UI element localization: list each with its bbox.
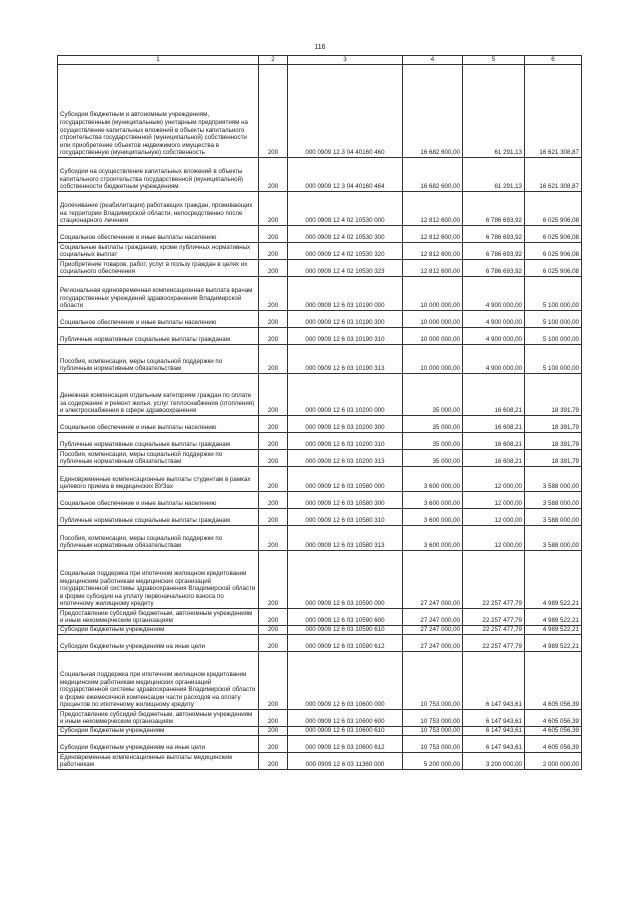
row-approved-amount: 3 600 000,00 bbox=[403, 509, 463, 526]
table-row bbox=[58, 652, 582, 710]
row-classification-code: 000 0909 12 4 02 10530 323 bbox=[288, 260, 403, 277]
table-row bbox=[58, 492, 582, 509]
table-header-row bbox=[58, 56, 582, 65]
row-executed-amount: 12 000,00 bbox=[463, 492, 525, 509]
row-unexecuted-amount: 4 989 522,21 bbox=[525, 635, 582, 652]
row-admin-code: 200 bbox=[259, 626, 288, 635]
row-classification-code: 000 0909 12 6 03 10200 310 bbox=[288, 433, 403, 450]
table-row bbox=[58, 526, 582, 551]
row-description: Публичные нормативные социальные выплаты гражданам bbox=[58, 433, 259, 450]
row-unexecuted-amount: 16 621 308,87 bbox=[525, 158, 582, 192]
row-approved-amount: 27 247 000,00 bbox=[403, 635, 463, 652]
row-unexecuted-amount: 3 588 000,00 bbox=[525, 526, 582, 551]
row-unexecuted-amount: 18 391,79 bbox=[525, 433, 582, 450]
column-header: 2 bbox=[259, 56, 288, 65]
row-admin-code: 200 bbox=[259, 467, 288, 492]
row-approved-amount: 35 000,00 bbox=[403, 433, 463, 450]
row-unexecuted-amount: 18 391,79 bbox=[525, 416, 582, 433]
row-executed-amount: 16 608,21 bbox=[463, 450, 525, 467]
page-number: 116 bbox=[314, 44, 326, 51]
row-description: Денежная компенсация отдельным категориям граждан по оплате за содержание и ремонт жилья, услуг теплоснабжения (отопления) и электроснабжения в сфере здравоохранения bbox=[58, 374, 259, 416]
row-approved-amount: 10 000 000,00 bbox=[403, 328, 463, 345]
row-executed-amount: 61 291,13 bbox=[463, 158, 525, 192]
row-unexecuted-amount: 6 025 906,08 bbox=[525, 226, 582, 243]
row-admin-code: 200 bbox=[259, 609, 288, 626]
table-row bbox=[58, 635, 582, 652]
row-approved-amount: 10 000 000,00 bbox=[403, 277, 463, 311]
row-description: Предоставление субсидий бюджетным, автономным учреждениям и иным некоммерческим организациям bbox=[58, 609, 259, 626]
row-classification-code: 000 0909 12 6 03 10190 300 bbox=[288, 311, 403, 328]
row-executed-amount: 6 147 943,61 bbox=[463, 727, 525, 736]
table-row bbox=[58, 710, 582, 727]
row-classification-code: 000 0909 12 6 03 10590 000 bbox=[288, 551, 403, 609]
row-approved-amount: 27 247 000,00 bbox=[403, 626, 463, 635]
row-unexecuted-amount: 5 100 000,00 bbox=[525, 345, 582, 374]
row-description: Субсидии на осуществление капитальных вложений в объекты капитального строительства государственной (муниципальной) собственности бюджетным учреждениям bbox=[58, 158, 259, 192]
row-description: Социальное обеспечение и иные выплаты населению bbox=[58, 226, 259, 243]
table-row bbox=[58, 345, 582, 374]
table-row bbox=[58, 260, 582, 277]
row-classification-code: 000 0909 12 6 03 10190 313 bbox=[288, 345, 403, 374]
row-executed-amount: 6 147 943,61 bbox=[463, 736, 525, 753]
row-unexecuted-amount: 5 100 000,00 bbox=[525, 328, 582, 345]
row-classification-code: 000 0909 12 4 02 10530 300 bbox=[288, 226, 403, 243]
row-classification-code: 000 0909 12 6 03 10590 612 bbox=[288, 635, 403, 652]
row-unexecuted-amount: 6 025 906,08 bbox=[525, 260, 582, 277]
row-unexecuted-amount: 3 588 000,00 bbox=[525, 492, 582, 509]
row-executed-amount: 12 000,00 bbox=[463, 526, 525, 551]
row-unexecuted-amount: 4 989 522,21 bbox=[525, 609, 582, 626]
row-executed-amount: 22 257 477,79 bbox=[463, 635, 525, 652]
column-header: 6 bbox=[525, 56, 582, 65]
row-executed-amount: 3 200 000,00 bbox=[463, 753, 525, 770]
row-executed-amount: 4 900 000,00 bbox=[463, 328, 525, 345]
table-row bbox=[58, 626, 582, 635]
row-unexecuted-amount: 4 605 056,39 bbox=[525, 710, 582, 727]
row-approved-amount: 35 000,00 bbox=[403, 374, 463, 416]
row-description: Социальная поддержка при ипотечном жилищном кредитовании медицинским работникам медицинских организаций государственной системы здравоохранения Владимирской области в форме субсидии на уплату первоначального взноса по ипотечному жилищному кредиту bbox=[58, 551, 259, 609]
row-unexecuted-amount: 6 025 906,08 bbox=[525, 243, 582, 260]
table-row bbox=[58, 450, 582, 467]
row-admin-code: 200 bbox=[259, 551, 288, 609]
row-executed-amount: 6 147 943,61 bbox=[463, 710, 525, 727]
table-row bbox=[58, 609, 582, 626]
row-admin-code: 200 bbox=[259, 328, 288, 345]
row-unexecuted-amount: 6 025 906,08 bbox=[525, 192, 582, 226]
row-classification-code: 000 0909 12 6 03 10580 310 bbox=[288, 509, 403, 526]
row-approved-amount: 27 247 000,00 bbox=[403, 551, 463, 609]
row-classification-code: 000 0909 12 6 03 10580 300 bbox=[288, 492, 403, 509]
row-classification-code: 000 0909 12 6 03 10590 600 bbox=[288, 609, 403, 626]
row-approved-amount: 3 600 000,00 bbox=[403, 526, 463, 551]
row-classification-code: 000 0909 12 6 03 10600 000 bbox=[288, 652, 403, 710]
row-classification-code: 000 0909 12 3 04 40160 460 bbox=[288, 65, 403, 158]
row-description: Субсидии бюджетным и автономным учреждениям, государственным (муниципальным) унитарным предприятиям на осуществление капитальных вложений в объекты капитального строительства государственной (муниципальной) собственности или приобретение объектов недвижимого имущества в государственную (муниципальную) собственность bbox=[58, 65, 259, 158]
row-executed-amount: 22 257 477,79 bbox=[463, 609, 525, 626]
row-description: Социальное обеспечение и иные выплаты населению bbox=[58, 311, 259, 328]
table-body bbox=[58, 65, 582, 770]
row-description: Предоставление субсидий бюджетным, автономным учреждениям и иным некоммерческим организациям bbox=[58, 710, 259, 727]
row-description: Публичные нормативные социальные выплаты гражданам bbox=[58, 328, 259, 345]
row-description: Долечивание (реабилитация) работающих граждан, проживающих на территории Владимирской области, непосредственно после стационарного лечения bbox=[58, 192, 259, 226]
table-row bbox=[58, 328, 582, 345]
table-row bbox=[58, 226, 582, 243]
table-row bbox=[58, 433, 582, 450]
row-executed-amount: 16 608,21 bbox=[463, 433, 525, 450]
row-admin-code: 200 bbox=[259, 226, 288, 243]
column-header: 4 bbox=[403, 56, 463, 65]
table-row bbox=[58, 467, 582, 492]
row-admin-code: 200 bbox=[259, 416, 288, 433]
row-description: Пособия, компенсации, меры социальной поддержки по публичным нормативным обязательствам bbox=[58, 450, 259, 467]
row-unexecuted-amount: 18 391,79 bbox=[525, 374, 582, 416]
row-unexecuted-amount: 3 588 000,00 bbox=[525, 467, 582, 492]
row-classification-code: 000 0909 12 6 03 10200 300 bbox=[288, 416, 403, 433]
row-classification-code: 000 0909 12 6 03 10600 612 bbox=[288, 736, 403, 753]
table-row bbox=[58, 753, 582, 770]
row-approved-amount: 12 812 600,00 bbox=[403, 192, 463, 226]
row-unexecuted-amount: 2 000 000,00 bbox=[525, 753, 582, 770]
row-executed-amount: 16 608,21 bbox=[463, 374, 525, 416]
row-approved-amount: 35 000,00 bbox=[403, 416, 463, 433]
row-classification-code: 000 0909 12 4 02 10530 000 bbox=[288, 192, 403, 226]
row-approved-amount: 16 682 600,00 bbox=[403, 158, 463, 192]
row-admin-code: 200 bbox=[259, 260, 288, 277]
table-row bbox=[58, 727, 582, 736]
row-description: Социальные выплаты гражданам, кроме публичных нормативных социальных выплат bbox=[58, 243, 259, 260]
row-unexecuted-amount: 4 605 056,39 bbox=[525, 727, 582, 736]
row-classification-code: 000 0909 12 3 04 40160 464 bbox=[288, 158, 403, 192]
column-header: 1 bbox=[58, 56, 259, 65]
row-description: Субсидии бюджетным учреждениям на иные цели bbox=[58, 736, 259, 753]
row-approved-amount: 35 000,00 bbox=[403, 450, 463, 467]
row-executed-amount: 6 147 943,61 bbox=[463, 652, 525, 710]
column-header: 5 bbox=[463, 56, 525, 65]
row-admin-code: 200 bbox=[259, 710, 288, 727]
table-row bbox=[58, 551, 582, 609]
row-approved-amount: 10 000 000,00 bbox=[403, 345, 463, 374]
row-admin-code: 200 bbox=[259, 374, 288, 416]
row-executed-amount: 16 608,21 bbox=[463, 416, 525, 433]
row-description: Единовременные компенсационные выплаты студентам в рамках целевого приема в медицинских ВУЗах bbox=[58, 467, 259, 492]
row-admin-code: 200 bbox=[259, 243, 288, 260]
row-admin-code: 200 bbox=[259, 450, 288, 467]
row-unexecuted-amount: 4 605 056,39 bbox=[525, 652, 582, 710]
row-description: Субсидии бюджетным учреждениям на иные цели bbox=[58, 635, 259, 652]
row-admin-code: 200 bbox=[259, 158, 288, 192]
row-approved-amount: 12 812 600,00 bbox=[403, 226, 463, 243]
table-row bbox=[58, 311, 582, 328]
row-executed-amount: 4 900 000,00 bbox=[463, 277, 525, 311]
row-executed-amount: 4 900 000,00 bbox=[463, 311, 525, 328]
row-admin-code: 200 bbox=[259, 509, 288, 526]
row-description: Приобретение товаров, работ, услуг в пользу граждан в целях их социального обеспечения bbox=[58, 260, 259, 277]
row-executed-amount: 4 900 000,00 bbox=[463, 345, 525, 374]
row-unexecuted-amount: 3 588 000,00 bbox=[525, 509, 582, 526]
table-row bbox=[58, 243, 582, 260]
row-executed-amount: 22 257 477,79 bbox=[463, 626, 525, 635]
row-classification-code: 000 0909 12 6 03 10190 000 bbox=[288, 277, 403, 311]
row-approved-amount: 10 753 000,00 bbox=[403, 727, 463, 736]
row-admin-code: 200 bbox=[259, 492, 288, 509]
row-executed-amount: 6 786 693,92 bbox=[463, 260, 525, 277]
row-admin-code: 200 bbox=[259, 345, 288, 374]
table-row bbox=[58, 277, 582, 311]
row-approved-amount: 3 600 000,00 bbox=[403, 492, 463, 509]
row-admin-code: 200 bbox=[259, 277, 288, 311]
row-executed-amount: 6 786 693,92 bbox=[463, 226, 525, 243]
row-classification-code: 000 0909 12 6 03 10200 313 bbox=[288, 450, 403, 467]
row-description: Региональная единовременная компенсационная выплата врачам государственных учреждений здравоохранения Владимирской области bbox=[58, 277, 259, 311]
table-row bbox=[58, 65, 582, 158]
row-executed-amount: 61 291,13 bbox=[463, 65, 525, 158]
row-unexecuted-amount: 4 605 056,39 bbox=[525, 736, 582, 753]
row-description: Пособия, компенсации, меры социальной поддержки по публичным нормативным обязательствам bbox=[58, 526, 259, 551]
row-unexecuted-amount: 4 989 522,21 bbox=[525, 551, 582, 609]
row-description: Субсидии бюджетным учреждениям bbox=[58, 626, 259, 635]
row-classification-code: 000 0909 12 4 02 10530 320 bbox=[288, 243, 403, 260]
row-approved-amount: 16 682 600,00 bbox=[403, 65, 463, 158]
row-classification-code: 000 0909 12 6 03 10590 610 bbox=[288, 626, 403, 635]
row-classification-code: 000 0909 12 6 03 10200 000 bbox=[288, 374, 403, 416]
row-admin-code: 200 bbox=[259, 65, 288, 158]
row-approved-amount: 27 247 000,00 bbox=[403, 609, 463, 626]
row-classification-code: 000 0909 12 6 03 11360 000 bbox=[288, 753, 403, 770]
row-executed-amount: 6 786 693,92 bbox=[463, 192, 525, 226]
row-unexecuted-amount: 18 391,79 bbox=[525, 450, 582, 467]
table-row bbox=[58, 509, 582, 526]
row-classification-code: 000 0909 12 6 03 10600 600 bbox=[288, 710, 403, 727]
row-admin-code: 200 bbox=[259, 753, 288, 770]
row-description: Субсидии бюджетным учреждениям bbox=[58, 727, 259, 736]
row-approved-amount: 10 753 000,00 bbox=[403, 736, 463, 753]
row-executed-amount: 12 000,00 bbox=[463, 509, 525, 526]
row-unexecuted-amount: 16 621 308,87 bbox=[525, 65, 582, 158]
row-approved-amount: 10 000 000,00 bbox=[403, 311, 463, 328]
table-row bbox=[58, 374, 582, 416]
row-approved-amount: 10 753 000,00 bbox=[403, 652, 463, 710]
row-description: Социальное обеспечение и иные выплаты населению bbox=[58, 416, 259, 433]
row-admin-code: 200 bbox=[259, 635, 288, 652]
row-approved-amount: 10 753 000,00 bbox=[403, 710, 463, 727]
row-classification-code: 000 0909 12 6 03 10190 310 bbox=[288, 328, 403, 345]
row-executed-amount: 22 257 477,79 bbox=[463, 551, 525, 609]
row-unexecuted-amount: 5 100 000,00 bbox=[525, 277, 582, 311]
column-header: 3 bbox=[288, 56, 403, 65]
row-executed-amount: 12 000,00 bbox=[463, 467, 525, 492]
row-admin-code: 200 bbox=[259, 652, 288, 710]
row-admin-code: 200 bbox=[259, 433, 288, 450]
row-approved-amount: 3 600 000,00 bbox=[403, 467, 463, 492]
row-admin-code: 200 bbox=[259, 526, 288, 551]
row-admin-code: 200 bbox=[259, 192, 288, 226]
row-description: Единовременные компенсационные выплаты медицинским работникам bbox=[58, 753, 259, 770]
row-description: Социальная поддержка при ипотечном жилищном кредитовании медицинским работникам медицинских организаций государственной системы здравоохранения Владимирской области в форме ежемесячной компенсации части расходов на оплату процентов по ипотечному жилищному кредиту bbox=[58, 652, 259, 710]
table-row bbox=[58, 158, 582, 192]
row-classification-code: 000 0909 12 6 03 10580 000 bbox=[288, 467, 403, 492]
row-approved-amount: 12 812 600,00 bbox=[403, 260, 463, 277]
row-description: Пособия, компенсации, меры социальной поддержки по публичным нормативным обязательствам bbox=[58, 345, 259, 374]
table-row bbox=[58, 416, 582, 433]
budget-table bbox=[57, 55, 582, 770]
row-admin-code: 200 bbox=[259, 727, 288, 736]
row-description: Социальное обеспечение и иные выплаты населению bbox=[58, 492, 259, 509]
row-admin-code: 200 bbox=[259, 311, 288, 328]
row-unexecuted-amount: 4 989 522,21 bbox=[525, 626, 582, 635]
table-row bbox=[58, 736, 582, 753]
row-unexecuted-amount: 5 100 000,00 bbox=[525, 311, 582, 328]
row-admin-code: 200 bbox=[259, 736, 288, 753]
table-row bbox=[58, 192, 582, 226]
row-approved-amount: 12 812 600,00 bbox=[403, 243, 463, 260]
row-classification-code: 000 0909 12 6 03 10600 610 bbox=[288, 727, 403, 736]
row-classification-code: 000 0909 12 6 03 10580 313 bbox=[288, 526, 403, 551]
row-executed-amount: 6 786 693,92 bbox=[463, 243, 525, 260]
row-description: Публичные нормативные социальные выплаты гражданам bbox=[58, 509, 259, 526]
row-approved-amount: 5 200 000,00 bbox=[403, 753, 463, 770]
